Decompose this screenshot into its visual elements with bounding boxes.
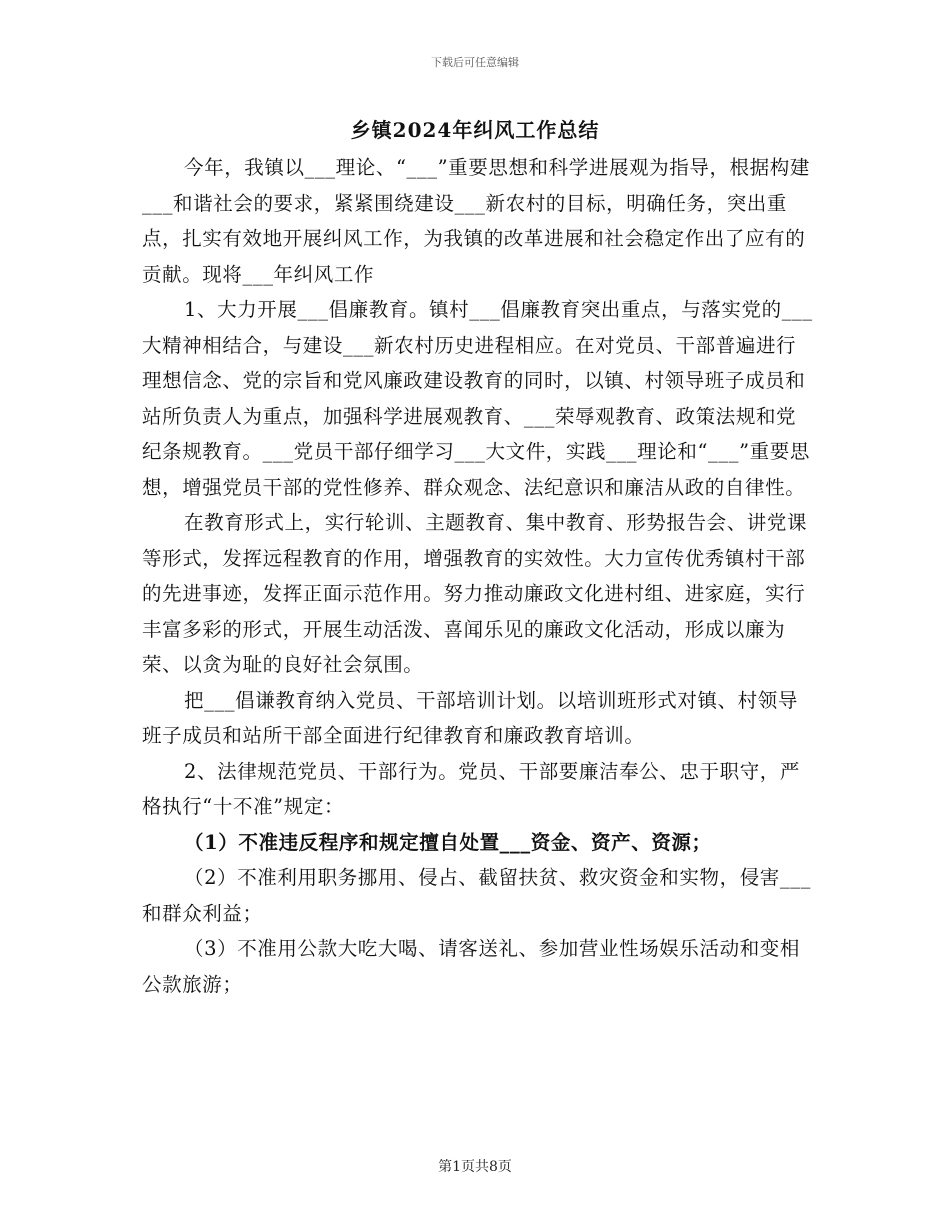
- paragraph-section-2: 2、法律规范党员、干部行为。党员、干部要廉洁奉公、忠于职守，严格执行“十不准”规定：: [142, 759, 801, 818]
- document-body: [142, 150, 814, 1002]
- rule-item-3: （3）不准用公款大吃大喝、请客送礼、参加营业性场娱乐活动和变相公款旅游；: [142, 937, 801, 996]
- rule-item-1: （1）不准违反程序和规定擅自处置___资金、资产、资源；: [184, 830, 712, 854]
- rule-item-2: （2）不准利用职务挪用、侵占、截留扶贫、救灾资金和实物，侵害___和群众利益；: [142, 866, 811, 925]
- paragraph-intro: 今年，我镇以___理论、“___”重要思想和科学进展观为指导，根据构建___和谐社会的要求，紧紧围绕建设___新农村的目标，明确任务，突出重点，扎实有效地开展纠风工作，为我镇的改革进展和社会稳定作出了应有的贡献。现将___年纠风工作: [142, 156, 810, 286]
- paragraph-training-plan: 把___倡谦教育纳入党员、干部培训计划。以培训班形式对镇、村领导班子成员和站所干部全面进行纪律教育和廉政教育培训。: [142, 688, 798, 747]
- paragraph-education-form: 在教育形式上，实行轮训、主题教育、集中教育、形势报告会、讲党课等形式，发挥远程教育的作用，增强教育的实效性。大力宣传优秀镇村干部的先进事迹，发挥正面示范作用。努力推动廉政文化进村组、进家庭，实行丰富多彩的形式，开展生动活泼、喜闻乐见的廉政文化活动，形成以廉为荣、以贪为耻的良好社会氛围。: [142, 511, 808, 676]
- paragraph-section-1: 1、大力开展___倡廉教育。镇村___倡廉教育突出重点，与落实党的___大精神相结合，与建设___新农村历史进程相应。在对党员、干部普遍进行理想信念、党的宗旨和党风廉政建设教育的同时，以镇、村领导班子成员和站所负责人为重点，加强科学进展观教育、___荣辱观教育、政策法规和党纪条规教育。___党员干部仔细学习___大文件，实践___理论和“___”重要思想，增强党员干部的党性修养、群众观念、法纪意识和廉洁从政的自律性。: [142, 298, 813, 499]
- document-title: 乡镇2024年纠风工作总结: [350, 118, 600, 142]
- page-footer: 第1页共8页: [438, 1159, 512, 1175]
- page-header-note: 下载后可任意编辑: [431, 56, 519, 69]
